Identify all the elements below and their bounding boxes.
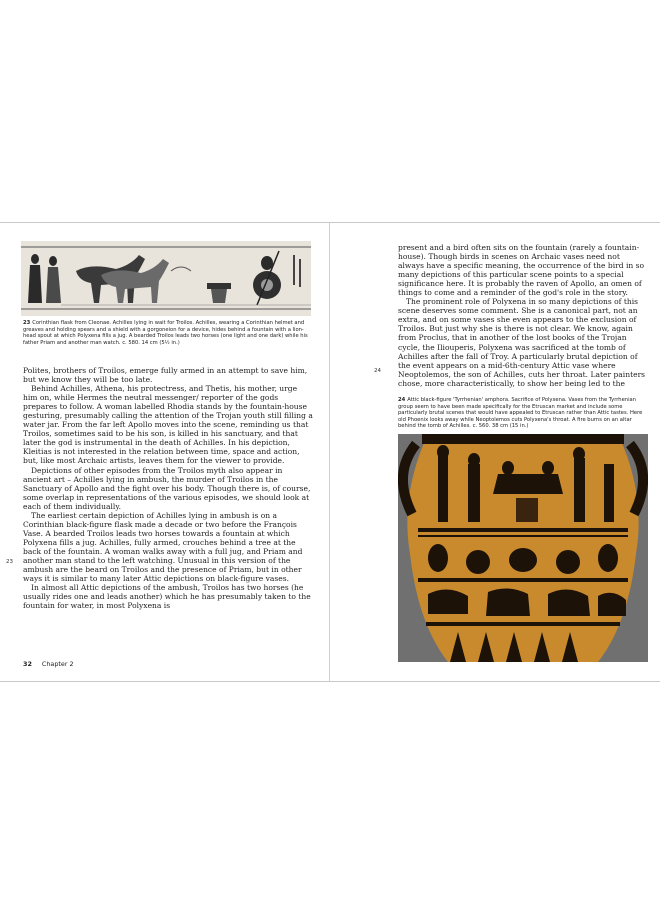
chapter-label: Chapter 2	[41, 660, 74, 668]
figure-margin-reference: 23	[6, 559, 13, 565]
book-spread	[0, 222, 660, 682]
paragraph: The earliest certain depiction of Achilles lying in ambush is on a Corinthian black-figure flask made a decade or two before the François Vase. A bearded Troilos leads two horses towards a fountain at which Polyxena fills a jug. Achilles, fully armed, crouches behind a tree at the back of the fountain. A woman walks away with a full jug, and Priam and another man stand to the left watching. Unusual in this version of the ambush are the beard on Troilos and the presence of Priam, but in other ways it is similar to many later Attic depictions on black-figure vases.	[23, 510, 303, 584]
right-page	[330, 223, 660, 681]
figure-24-caption-text: Attic black-figure 'Tyrrhenian' amphora. Sacrifice of Polyxena. Vases from the Tyrrhenian group seem to have been made specifically for the Etruscan market and include some particularly brutal scenes that would have appealed to Etruscan rather than Attic tastes. Here old Phoenix looks away while Neoptolemos cuts Polyxena's throat. A fire burns on an altar behind the tomb of Achilles. c. 560. 38 cm (15 in.)	[398, 397, 643, 430]
figure-24-caption	[398, 397, 648, 430]
page-number: 32	[23, 660, 32, 668]
figure-23-frieze-image	[21, 241, 311, 316]
figure-23-number: 23	[23, 320, 31, 326]
paragraph: Depictions of other episodes from the Troilos myth also appear in ancient art – Achilles lying in ambush, the murder of Troilos in the Sanctuary of Apollo and the fight over his body. Though there is, of course, some overlap in representations of the various episodes, we should look at each of them individually.	[23, 465, 311, 511]
figure-24-number: 24	[398, 397, 406, 403]
figure-23-caption-text: Corinthian flask from Cleonae. Achilles lying in wait for Troilos. Achilles, wearing a Corinthian helmet and greaves and holding spears and a shield with a gorgoneion for a device, hides behind a fountain with a lion-head spout at which Polyxena fills a jug. A bearded Troilos leads two horses (one light and one dark) while his father Priam and another man watch. c. 580. 14 cm (5½ in.)	[23, 320, 308, 346]
paragraph: The prominent role of Polyxena in so many depictions of this scene deserves some comment. She is a canonical part, not an extra, and on some vases she even appears to the exclusion of Troilos. But just why she is there is not clear. We know, again from Proclus, that in another of the lost books of the Trojan cycle, the Iliouperis, Polyxena was sacrificed at the tomb of Achilles after the fall of Troy. A particularly brutal depiction of the event appears on a mid-6th-century Attic vase where Neoptolemos, the son of Achilles, cuts her throat. Later painters chose, more characteristically, to show her being led to the	[398, 297, 646, 388]
paragraph: Behind Achilles, Athena, his protectress, and Thetis, his mother, urge him on, while Hermes the neutral messenger/ reporter of the gods prepares to follow. A woman labelled Rhodia stands by the fountain-house gesturing, presumably calling the attention of the Trojan youth still filling a water jar. From the far left Apollo moves into the scene, reminding us that Troilos, sometimes said to be his son, is killed in his sanctuary, and that later the god is instrumental in the death of Achilles. In his depiction, Kleitias is not interested in the relation between time, space and action, but, like most Archaic artists, leaves them for the viewer to provide.	[23, 384, 313, 466]
paragraph: present and a bird often sits on the fountain (rarely a fountain-house). Though birds in scenes on Archaic vases need not always have a specific meaning, the occurrence of the bird in so many depictions of this particular scene points to a special significance here. It is probably the raven of Apollo, an omen of things to come and a reminder of the god's role in the story.	[398, 243, 645, 298]
left-page	[0, 223, 330, 681]
paragraph: Polites, brothers of Troilos, emerge fully armed in an attempt to save him, but we know they will be too late.	[23, 366, 308, 385]
paragraph: In almost all Attic depictions of the ambush, Troilos has two horses (he usually rides one and leads another) which he has presumably taken to the fountain for water, in most Polyxena is	[23, 583, 311, 611]
figure-24-amphora-image	[398, 434, 648, 662]
figure-23-caption	[23, 320, 309, 346]
left-page-body	[23, 366, 313, 610]
page-folio	[23, 660, 74, 668]
figure-margin-reference: 24	[374, 368, 381, 374]
right-page-body	[398, 243, 646, 388]
